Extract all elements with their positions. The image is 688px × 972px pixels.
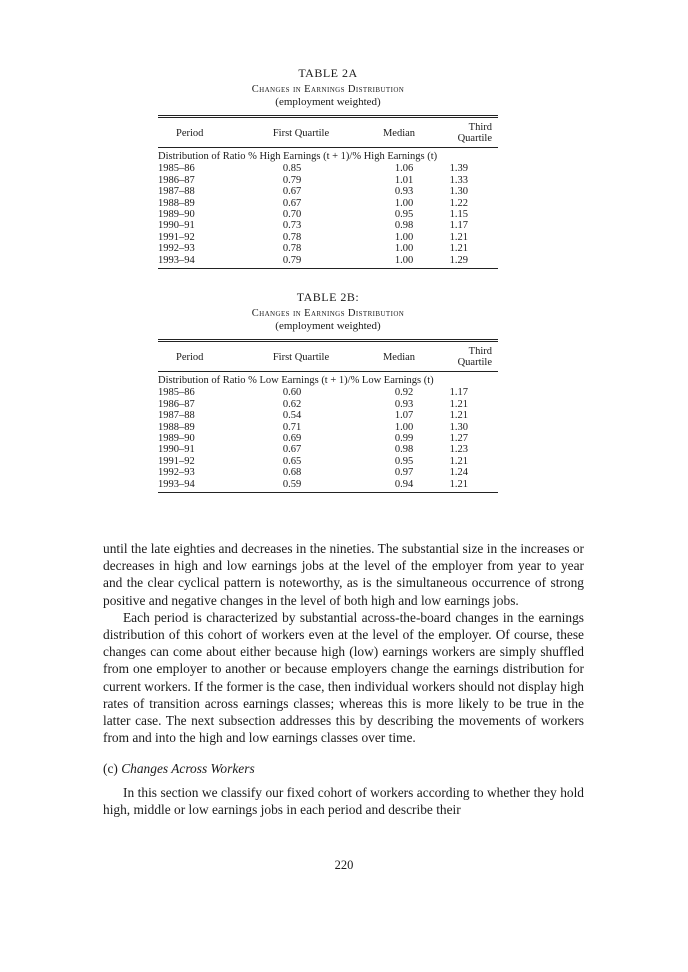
- header-first-quartile: First Quartile: [253, 341, 349, 372]
- table-row: [158, 243, 498, 254]
- table-row: [158, 467, 498, 478]
- period-cell: 1985–86: [158, 387, 195, 399]
- section-heading: [103, 760, 584, 777]
- table-row: [158, 444, 498, 455]
- median-cell: 1.00: [394, 243, 414, 255]
- third-quartile-cell: 1.30: [449, 421, 468, 433]
- first-quartile-cell: 0.70: [282, 209, 302, 221]
- header-third-quartile: Third Quartile: [449, 117, 498, 148]
- median-cell: 0.98: [394, 444, 414, 456]
- table-2a-title: TABLE 2A: [298, 66, 358, 80]
- period-cell: 1986–87: [158, 398, 195, 410]
- median-cell: 0.95: [394, 209, 414, 221]
- first-quartile-cell: 0.78: [282, 231, 302, 243]
- header-median: Median: [349, 117, 449, 148]
- table-2a-caption: Distribution of Ratio % High Earnings (t + 1)/% High Earnings (t): [158, 151, 438, 162]
- table-2b: [158, 339, 498, 493]
- first-quartile-cell: 0.71: [282, 421, 302, 433]
- third-quartile-cell: 1.17: [449, 387, 468, 399]
- period-cell: 1992–93: [158, 467, 195, 479]
- third-quartile-cell: 1.23: [449, 444, 468, 456]
- median-cell: 1.00: [394, 421, 414, 433]
- third-quartile-cell: 1.21: [449, 479, 498, 493]
- paragraph: until the late eighties and decreases in the nineties. The substantial size in the increases or decreases in high and low earnings jobs at the level of the employer from year to year and the clear cyclical pattern is noteworthy, as is the simultaneous occurrence of strong positive and negative changes in the level of both high and low earnings jobs.: [103, 541, 584, 608]
- period-cell: 1992–93: [158, 243, 195, 255]
- third-quartile-cell: 1.33: [449, 174, 468, 186]
- period-cell: 1985–86: [158, 163, 195, 175]
- table-2b-caption: Distribution of Ratio % Low Earnings (t + 1)/% Low Earnings (t): [158, 375, 434, 386]
- period-cell: 1988–89: [158, 197, 195, 209]
- third-quartile-cell: 1.29: [449, 255, 498, 269]
- section-title: Changes Across Workers: [121, 761, 255, 777]
- median-cell: 0.95: [394, 455, 414, 467]
- table-row: [158, 387, 498, 398]
- table-row: [158, 479, 498, 493]
- table-row: [158, 422, 498, 433]
- table-row: [158, 186, 498, 197]
- header-third-quartile: Third Quartile: [449, 341, 498, 372]
- first-quartile-cell: 0.73: [282, 220, 302, 232]
- period-cell: 1989–90: [158, 209, 195, 221]
- table-2a-weighting: (employment weighted): [275, 96, 381, 108]
- first-quartile-cell: 0.67: [282, 444, 302, 456]
- third-quartile-cell: 1.24: [449, 467, 468, 479]
- table-2b-header-row: [158, 341, 498, 372]
- body-text: [103, 540, 584, 818]
- third-quartile-cell: 1.30: [449, 186, 468, 198]
- paragraph: Each period is characterized by substantial across-the-board changes in the earnings distribution of this cohort of workers even at the level of the employer. Of course, these changes can come about either because high (low) earnings workers are simply shuffled from one employer to another or because employers change the earnings distribution for current workers. If the former is the case, then individual workers should not display high rates of transition across earnings classes; whereas this is more likely to be true in the latter case. The next subsection addresses this by describing the movements of workers from and into the high and low earnings classes over time.: [103, 609, 584, 746]
- median-cell: 0.93: [394, 186, 414, 198]
- median-cell: 1.07: [394, 410, 414, 422]
- first-quartile-cell: 0.79: [282, 174, 302, 186]
- table-row: [158, 456, 498, 467]
- first-quartile-cell: 0.69: [282, 433, 302, 445]
- median-cell: 0.97: [394, 467, 414, 479]
- table-row: [158, 209, 498, 220]
- period-cell: 1993–94: [158, 479, 253, 493]
- first-quartile-cell: 0.62: [282, 398, 302, 410]
- median-cell: 0.99: [394, 433, 414, 445]
- header-first-quartile: First Quartile: [253, 117, 349, 148]
- first-quartile-cell: 0.85: [282, 163, 302, 175]
- first-quartile-cell: 0.54: [282, 410, 302, 422]
- third-quartile-cell: 1.17: [449, 220, 468, 232]
- table-row: [158, 198, 498, 209]
- period-cell: 1990–91: [158, 220, 195, 232]
- table-2a-block: [158, 66, 498, 269]
- table-row: [158, 399, 498, 410]
- median-cell: 1.00: [349, 255, 449, 269]
- period-cell: 1991–92: [158, 231, 195, 243]
- table-row: [158, 232, 498, 243]
- table-row: [158, 163, 498, 174]
- third-quartile-cell: 1.21: [449, 455, 468, 467]
- median-cell: 0.92: [394, 387, 414, 399]
- period-cell: 1988–89: [158, 421, 195, 433]
- period-cell: 1987–88: [158, 186, 195, 198]
- table-2a-header-row: [158, 117, 498, 148]
- period-cell: 1991–92: [158, 455, 195, 467]
- median-cell: 1.06: [394, 163, 414, 175]
- table-2b-caption-row: [158, 372, 498, 388]
- table-2b-weighting: (employment weighted): [275, 320, 381, 332]
- header-period: Period: [158, 341, 253, 372]
- first-quartile-cell: 0.67: [282, 186, 302, 198]
- table-2b-block: [158, 290, 498, 493]
- third-quartile-cell: 1.22: [449, 197, 468, 209]
- period-cell: 1993–94: [158, 255, 253, 269]
- first-quartile-cell: 0.79: [253, 255, 349, 269]
- table-2b-subtitle: Changes in Earnings Distribution: [251, 308, 405, 319]
- period-cell: 1986–87: [158, 174, 195, 186]
- median-cell: 0.94: [349, 479, 449, 493]
- table-row: [158, 255, 498, 269]
- median-cell: 0.98: [394, 220, 414, 232]
- median-cell: 1.00: [394, 231, 414, 243]
- first-quartile-cell: 0.65: [282, 455, 302, 467]
- median-cell: 0.93: [394, 398, 414, 410]
- median-cell: 1.01: [394, 174, 414, 186]
- period-cell: 1987–88: [158, 410, 195, 422]
- table-row: [158, 410, 498, 421]
- median-cell: 1.00: [394, 197, 414, 209]
- table-2a: [158, 115, 498, 269]
- first-quartile-cell: 0.68: [282, 467, 302, 479]
- table-row: [158, 175, 498, 186]
- first-quartile-cell: 0.59: [253, 479, 349, 493]
- first-quartile-cell: 0.60: [282, 387, 302, 399]
- table-2a-caption-row: [158, 148, 498, 164]
- table-2b-title: TABLE 2B:: [296, 290, 360, 304]
- table-row: [158, 220, 498, 231]
- first-quartile-cell: 0.78: [282, 243, 302, 255]
- page-number: 220: [334, 858, 354, 872]
- table-2a-subtitle: Changes in Earnings Distribution: [251, 84, 405, 95]
- period-cell: 1989–90: [158, 433, 195, 445]
- paragraph: In this section we classify our fixed cohort of workers according to whether they hold high, middle or low earnings jobs in each period and describe their: [103, 784, 584, 817]
- period-cell: 1990–91: [158, 444, 195, 456]
- first-quartile-cell: 0.67: [282, 197, 302, 209]
- third-quartile-cell: 1.27: [449, 433, 468, 445]
- header-median: Median: [349, 341, 449, 372]
- third-quartile-cell: 1.15: [449, 209, 468, 221]
- header-period: Period: [158, 117, 253, 148]
- section-number: (c): [103, 761, 118, 777]
- table-row: [158, 433, 498, 444]
- third-quartile-cell: 1.39: [449, 163, 468, 175]
- third-quartile-cell: 1.21: [449, 398, 468, 410]
- third-quartile-cell: 1.21: [449, 231, 468, 243]
- third-quartile-cell: 1.21: [449, 243, 468, 255]
- third-quartile-cell: 1.21: [449, 410, 468, 422]
